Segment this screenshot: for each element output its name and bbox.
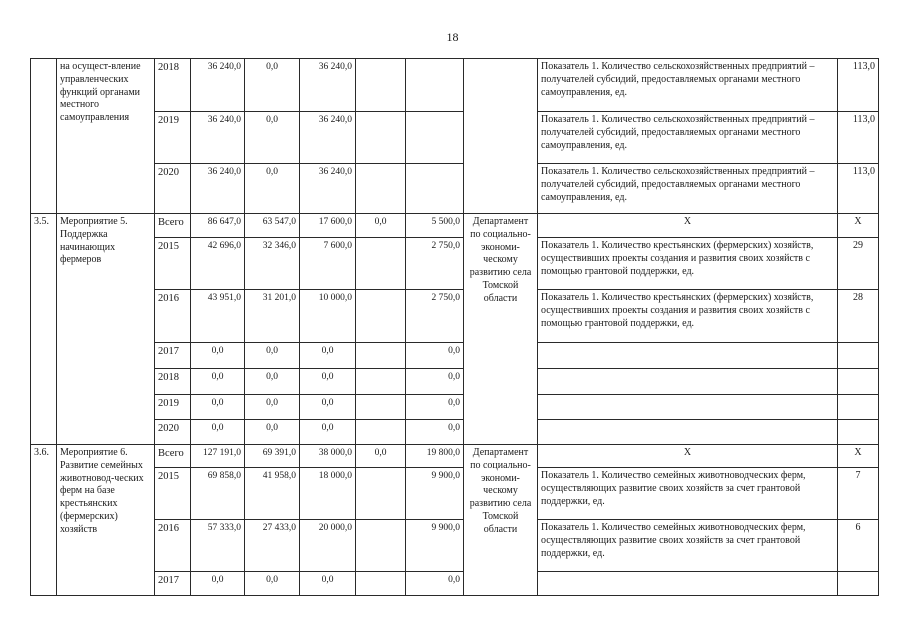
local-cell [356, 290, 406, 343]
year-cell: 2018 [155, 59, 191, 112]
indicator-value: 29 [838, 238, 879, 290]
indicator-value [838, 369, 879, 395]
total-cell: 69 858,0 [191, 468, 245, 520]
indicator-cell: Показатель 1. Количество сельскохозяйственных предприятий – получателей субсидий, предоставляемых органами местного самоуправления, ед. [538, 59, 838, 112]
regional-cell: 0,0 [300, 572, 356, 596]
federal-cell: 63 547,0 [245, 214, 300, 238]
total-cell: 127 191,0 [191, 445, 245, 468]
regional-cell: 36 240,0 [300, 59, 356, 112]
federal-cell: 0,0 [245, 164, 300, 214]
federal-cell: 0,0 [245, 112, 300, 164]
indicator-value: 113,0 [838, 164, 879, 214]
indicator-cell [538, 369, 838, 395]
table-body [31, 59, 879, 596]
section-number [31, 59, 57, 214]
total-cell: 0,0 [191, 420, 245, 445]
regional-cell: 0,0 [300, 420, 356, 445]
local-cell [356, 395, 406, 420]
local-cell [356, 112, 406, 164]
federal-cell: 0,0 [245, 395, 300, 420]
table-row [31, 290, 879, 343]
total-cell: 36 240,0 [191, 164, 245, 214]
total-cell: 57 333,0 [191, 520, 245, 572]
program-table [30, 58, 879, 596]
table-row [31, 59, 879, 112]
local-cell [356, 468, 406, 520]
table-row [31, 112, 879, 164]
federal-cell: 32 346,0 [245, 238, 300, 290]
indicator-value [838, 420, 879, 445]
indicator-value: 7 [838, 468, 879, 520]
indicator-cell: Показатель 1. Количество сельскохозяйственных предприятий – получателей субсидий, предоставляемых органами местного самоуправления, ед. [538, 164, 838, 214]
other-cell: 9 900,0 [406, 520, 464, 572]
year-cell: 2017 [155, 343, 191, 369]
regional-cell: 0,0 [300, 395, 356, 420]
year-cell: 2019 [155, 395, 191, 420]
total-cell: 0,0 [191, 572, 245, 596]
year-cell: 2016 [155, 290, 191, 343]
department-cell [464, 59, 538, 214]
year-cell: 2019 [155, 112, 191, 164]
total-cell: 42 696,0 [191, 238, 245, 290]
total-cell: 0,0 [191, 343, 245, 369]
regional-cell: 36 240,0 [300, 112, 356, 164]
regional-cell: 7 600,0 [300, 238, 356, 290]
federal-cell: 0,0 [245, 59, 300, 112]
indicator-value: Х [838, 214, 879, 238]
year-cell: 2020 [155, 420, 191, 445]
federal-cell: 41 958,0 [245, 468, 300, 520]
other-cell: 0,0 [406, 369, 464, 395]
indicator-cell: Показатель 1. Количество семейных животноводческих ферм, осуществляющих развитие своих хозяйств за счет грантовой поддержки, ед. [538, 520, 838, 572]
indicator-value: 113,0 [838, 112, 879, 164]
other-cell: 0,0 [406, 572, 464, 596]
section-number: 3.6. [31, 445, 57, 596]
regional-cell: 20 000,0 [300, 520, 356, 572]
table-row [31, 420, 879, 445]
table-row [31, 214, 879, 238]
year-cell: 2017 [155, 572, 191, 596]
total-cell: 36 240,0 [191, 59, 245, 112]
table-row [31, 572, 879, 596]
federal-cell: 27 433,0 [245, 520, 300, 572]
indicator-cell [538, 420, 838, 445]
year-cell: 2015 [155, 468, 191, 520]
regional-cell: 0,0 [300, 369, 356, 395]
indicator-cell [538, 395, 838, 420]
table-row [31, 445, 879, 468]
department-cell: Департамент по социально-экономи-ческому развитию села Томской области [464, 214, 538, 445]
regional-cell: 10 000,0 [300, 290, 356, 343]
indicator-value: 28 [838, 290, 879, 343]
section-name: Мероприятие 6. Развитие семейных животновод-ческих ферм на базе крестьянских (фермерских) хозяйств [57, 445, 155, 596]
page-number: 18 [446, 30, 459, 44]
local-cell [356, 369, 406, 395]
local-cell [356, 520, 406, 572]
federal-cell: 0,0 [245, 343, 300, 369]
section-number: 3.5. [31, 214, 57, 445]
total-cell: 0,0 [191, 395, 245, 420]
total-cell: 86 647,0 [191, 214, 245, 238]
regional-cell: 17 600,0 [300, 214, 356, 238]
indicator-cell: Х [538, 445, 838, 468]
other-cell [406, 164, 464, 214]
total-cell: 0,0 [191, 369, 245, 395]
regional-cell: 0,0 [300, 343, 356, 369]
regional-cell: 36 240,0 [300, 164, 356, 214]
other-cell: 0,0 [406, 343, 464, 369]
other-cell: 0,0 [406, 420, 464, 445]
year-cell: 2016 [155, 520, 191, 572]
local-cell [356, 164, 406, 214]
table-row [31, 343, 879, 369]
indicator-cell: Показатель 1. Количество крестьянских (фермерских) хозяйств, осуществивших проекты создания и развития своих хозяйств с помощью грантовой поддержки, ед. [538, 290, 838, 343]
federal-cell: 31 201,0 [245, 290, 300, 343]
indicator-value: Х [838, 445, 879, 468]
indicator-cell [538, 572, 838, 596]
other-cell: 19 800,0 [406, 445, 464, 468]
other-cell [406, 112, 464, 164]
local-cell [356, 238, 406, 290]
federal-cell: 0,0 [245, 420, 300, 445]
other-cell [406, 59, 464, 112]
regional-cell: 38 000,0 [300, 445, 356, 468]
indicator-cell: Показатель 1. Количество крестьянских (фермерских) хозяйств, осуществивших проекты создания и развития своих хозяйств с помощью грантовой поддержки, ед. [538, 238, 838, 290]
department-cell: Департамент по социально-экономи-ческому развитию села Томской области [464, 445, 538, 596]
regional-cell: 18 000,0 [300, 468, 356, 520]
table-row [31, 164, 879, 214]
indicator-cell: Показатель 1. Количество семейных животноводческих ферм, осуществляющих развитие своих хозяйств за счет грантовой поддержки, ед. [538, 468, 838, 520]
indicator-value [838, 572, 879, 596]
year-cell: 2018 [155, 369, 191, 395]
table-row [31, 468, 879, 520]
other-cell: 5 500,0 [406, 214, 464, 238]
federal-cell: 69 391,0 [245, 445, 300, 468]
table-row [31, 369, 879, 395]
year-cell: Всего [155, 445, 191, 468]
table-row [31, 395, 879, 420]
section-name: на осущест-вление управленческих функций органами местного самоуправления [57, 59, 155, 214]
indicator-value [838, 395, 879, 420]
indicator-cell [538, 343, 838, 369]
total-cell: 36 240,0 [191, 112, 245, 164]
local-cell [356, 572, 406, 596]
other-cell: 0,0 [406, 395, 464, 420]
local-cell [356, 343, 406, 369]
total-cell: 43 951,0 [191, 290, 245, 343]
local-cell: 0,0 [356, 214, 406, 238]
year-cell: 2020 [155, 164, 191, 214]
other-cell: 2 750,0 [406, 290, 464, 343]
other-cell: 9 900,0 [406, 468, 464, 520]
year-cell: Всего [155, 214, 191, 238]
table-row [31, 520, 879, 572]
indicator-value: 6 [838, 520, 879, 572]
indicator-value: 113,0 [838, 59, 879, 112]
table-row [31, 238, 879, 290]
year-cell: 2015 [155, 238, 191, 290]
federal-cell: 0,0 [245, 369, 300, 395]
federal-cell: 0,0 [245, 572, 300, 596]
indicator-value [838, 343, 879, 369]
section-name: Мероприятие 5. Поддержка начинающих фермеров [57, 214, 155, 445]
local-cell: 0,0 [356, 445, 406, 468]
other-cell: 2 750,0 [406, 238, 464, 290]
indicator-cell: Показатель 1. Количество сельскохозяйственных предприятий – получателей субсидий, предоставляемых органами местного самоуправления, ед. [538, 112, 838, 164]
local-cell [356, 420, 406, 445]
local-cell [356, 59, 406, 112]
indicator-cell: Х [538, 214, 838, 238]
